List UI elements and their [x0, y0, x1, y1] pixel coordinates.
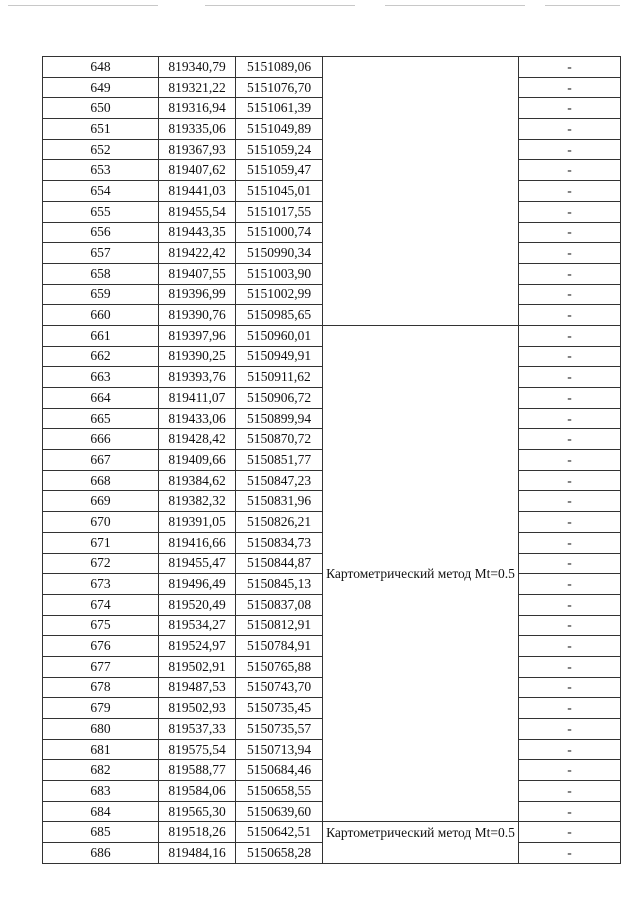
x-coordinate-cell: 819335,06 [159, 119, 236, 140]
table-row [43, 822, 621, 843]
y-coordinate-cell: 5150845,13 [236, 574, 323, 595]
x-coordinate-cell: 819496,49 [159, 574, 236, 595]
accuracy-dash-cell: - [519, 263, 621, 284]
x-coordinate-cell: 819428,42 [159, 429, 236, 450]
accuracy-dash-cell: - [519, 160, 621, 181]
point-number-cell: 672 [43, 553, 159, 574]
accuracy-dash-cell: - [519, 98, 621, 119]
x-coordinate-cell: 819584,06 [159, 781, 236, 802]
accuracy-dash-cell: - [519, 367, 621, 388]
accuracy-dash-cell: - [519, 677, 621, 698]
x-coordinate-cell: 819433,06 [159, 408, 236, 429]
y-coordinate-cell: 5150847,23 [236, 470, 323, 491]
y-coordinate-cell: 5151061,39 [236, 98, 323, 119]
y-coordinate-cell: 5150658,28 [236, 843, 323, 864]
point-number-cell: 675 [43, 615, 159, 636]
x-coordinate-cell: 819390,25 [159, 346, 236, 367]
accuracy-dash-cell: - [519, 760, 621, 781]
x-coordinate-cell: 819391,05 [159, 512, 236, 533]
x-coordinate-cell: 819393,76 [159, 367, 236, 388]
y-coordinate-cell: 5150735,45 [236, 698, 323, 719]
y-coordinate-cell: 5151049,89 [236, 119, 323, 140]
accuracy-dash-cell: - [519, 408, 621, 429]
y-coordinate-cell: 5150743,70 [236, 677, 323, 698]
x-coordinate-cell: 819411,07 [159, 388, 236, 409]
accuracy-dash-cell: - [519, 181, 621, 202]
point-number-cell: 656 [43, 222, 159, 243]
point-number-cell: 673 [43, 574, 159, 595]
accuracy-dash-cell: - [519, 739, 621, 760]
point-number-cell: 652 [43, 139, 159, 160]
x-coordinate-cell: 819484,16 [159, 843, 236, 864]
table-row [43, 325, 621, 346]
point-number-cell: 679 [43, 698, 159, 719]
y-coordinate-cell: 5150658,55 [236, 781, 323, 802]
accuracy-dash-cell: - [519, 781, 621, 802]
y-coordinate-cell: 5150990,34 [236, 243, 323, 264]
x-coordinate-cell: 819518,26 [159, 822, 236, 843]
y-coordinate-cell: 5151045,01 [236, 181, 323, 202]
point-number-cell: 684 [43, 801, 159, 822]
x-coordinate-cell: 819502,93 [159, 698, 236, 719]
point-number-cell: 676 [43, 636, 159, 657]
accuracy-dash-cell: - [519, 574, 621, 595]
x-coordinate-cell: 819565,30 [159, 801, 236, 822]
accuracy-dash-cell: - [519, 284, 621, 305]
accuracy-dash-cell: - [519, 243, 621, 264]
x-coordinate-cell: 819588,77 [159, 760, 236, 781]
point-number-cell: 662 [43, 346, 159, 367]
y-coordinate-cell: 5150826,21 [236, 512, 323, 533]
accuracy-dash-cell: - [519, 57, 621, 78]
x-coordinate-cell: 819441,03 [159, 181, 236, 202]
x-coordinate-cell: 819534,27 [159, 615, 236, 636]
point-number-cell: 663 [43, 367, 159, 388]
y-coordinate-cell: 5151076,70 [236, 77, 323, 98]
y-coordinate-cell: 5150831,96 [236, 491, 323, 512]
y-coordinate-cell: 5150784,91 [236, 636, 323, 657]
point-number-cell: 670 [43, 512, 159, 533]
x-coordinate-cell: 819316,94 [159, 98, 236, 119]
accuracy-dash-cell: - [519, 615, 621, 636]
x-coordinate-cell: 819407,55 [159, 263, 236, 284]
page-top-rule-3 [385, 5, 525, 6]
point-number-cell: 666 [43, 429, 159, 450]
y-coordinate-cell: 5150639,60 [236, 801, 323, 822]
point-number-cell: 668 [43, 470, 159, 491]
page-top-rule-4 [545, 5, 620, 6]
accuracy-dash-cell: - [519, 532, 621, 553]
point-number-cell: 653 [43, 160, 159, 181]
point-number-cell: 677 [43, 656, 159, 677]
point-number-cell: 678 [43, 677, 159, 698]
point-number-cell: 664 [43, 388, 159, 409]
accuracy-dash-cell: - [519, 77, 621, 98]
point-number-cell: 660 [43, 305, 159, 326]
x-coordinate-cell: 819390,76 [159, 305, 236, 326]
accuracy-dash-cell: - [519, 594, 621, 615]
y-coordinate-cell: 5150834,73 [236, 532, 323, 553]
x-coordinate-cell: 819455,47 [159, 553, 236, 574]
y-coordinate-cell: 5150765,88 [236, 656, 323, 677]
accuracy-dash-cell: - [519, 346, 621, 367]
point-number-cell: 665 [43, 408, 159, 429]
x-coordinate-cell: 819407,62 [159, 160, 236, 181]
point-number-cell: 669 [43, 491, 159, 512]
point-number-cell: 649 [43, 77, 159, 98]
y-coordinate-cell: 5150911,62 [236, 367, 323, 388]
accuracy-dash-cell: - [519, 512, 621, 533]
coordinates-table [42, 56, 621, 864]
y-coordinate-cell: 5150684,46 [236, 760, 323, 781]
x-coordinate-cell: 819537,33 [159, 719, 236, 740]
x-coordinate-cell: 819382,32 [159, 491, 236, 512]
y-coordinate-cell: 5150870,72 [236, 429, 323, 450]
coordinates-table-body [43, 57, 621, 864]
method-cell [323, 57, 519, 326]
accuracy-dash-cell: - [519, 119, 621, 140]
x-coordinate-cell: 819422,42 [159, 243, 236, 264]
page-top-rule-1 [8, 5, 158, 6]
accuracy-dash-cell: - [519, 388, 621, 409]
x-coordinate-cell: 819409,66 [159, 450, 236, 471]
y-coordinate-cell: 5151089,06 [236, 57, 323, 78]
x-coordinate-cell: 819443,35 [159, 222, 236, 243]
x-coordinate-cell: 819524,97 [159, 636, 236, 657]
point-number-cell: 650 [43, 98, 159, 119]
accuracy-dash-cell: - [519, 553, 621, 574]
point-number-cell: 667 [43, 450, 159, 471]
y-coordinate-cell: 5150851,77 [236, 450, 323, 471]
point-number-cell: 651 [43, 119, 159, 140]
accuracy-dash-cell: - [519, 822, 621, 843]
x-coordinate-cell: 819367,93 [159, 139, 236, 160]
y-coordinate-cell: 5150642,51 [236, 822, 323, 843]
table-row [43, 57, 621, 78]
y-coordinate-cell: 5151059,24 [236, 139, 323, 160]
y-coordinate-cell: 5150906,72 [236, 388, 323, 409]
accuracy-dash-cell: - [519, 801, 621, 822]
y-coordinate-cell: 5151002,99 [236, 284, 323, 305]
point-number-cell: 674 [43, 594, 159, 615]
point-number-cell: 685 [43, 822, 159, 843]
page-top-rule-2 [205, 5, 355, 6]
accuracy-dash-cell: - [519, 201, 621, 222]
point-number-cell: 681 [43, 739, 159, 760]
accuracy-dash-cell: - [519, 450, 621, 471]
accuracy-dash-cell: - [519, 636, 621, 657]
point-number-cell: 683 [43, 781, 159, 802]
accuracy-dash-cell: - [519, 139, 621, 160]
accuracy-dash-cell: - [519, 222, 621, 243]
y-coordinate-cell: 5150949,91 [236, 346, 323, 367]
accuracy-dash-cell: - [519, 325, 621, 346]
x-coordinate-cell: 819384,62 [159, 470, 236, 491]
y-coordinate-cell: 5150844,87 [236, 553, 323, 574]
accuracy-dash-cell: - [519, 719, 621, 740]
x-coordinate-cell: 819502,91 [159, 656, 236, 677]
y-coordinate-cell: 5150837,08 [236, 594, 323, 615]
x-coordinate-cell: 819321,22 [159, 77, 236, 98]
x-coordinate-cell: 819520,49 [159, 594, 236, 615]
y-coordinate-cell: 5150985,65 [236, 305, 323, 326]
y-coordinate-cell: 5150713,94 [236, 739, 323, 760]
point-number-cell: 671 [43, 532, 159, 553]
y-coordinate-cell: 5150812,91 [236, 615, 323, 636]
method-cell: Картометрический метод Mt=0.5 [323, 325, 519, 822]
point-number-cell: 657 [43, 243, 159, 264]
y-coordinate-cell: 5151059,47 [236, 160, 323, 181]
accuracy-dash-cell: - [519, 656, 621, 677]
accuracy-dash-cell: - [519, 305, 621, 326]
y-coordinate-cell: 5150899,94 [236, 408, 323, 429]
accuracy-dash-cell: - [519, 491, 621, 512]
method-cell: Картометрический метод Mt=0.5 [323, 822, 519, 863]
point-number-cell: 686 [43, 843, 159, 864]
x-coordinate-cell: 819396,99 [159, 284, 236, 305]
x-coordinate-cell: 819575,54 [159, 739, 236, 760]
y-coordinate-cell: 5151017,55 [236, 201, 323, 222]
point-number-cell: 658 [43, 263, 159, 284]
point-number-cell: 682 [43, 760, 159, 781]
point-number-cell: 648 [43, 57, 159, 78]
x-coordinate-cell: 819487,53 [159, 677, 236, 698]
accuracy-dash-cell: - [519, 470, 621, 491]
x-coordinate-cell: 819397,96 [159, 325, 236, 346]
point-number-cell: 659 [43, 284, 159, 305]
y-coordinate-cell: 5150735,57 [236, 719, 323, 740]
point-number-cell: 654 [43, 181, 159, 202]
y-coordinate-cell: 5151000,74 [236, 222, 323, 243]
point-number-cell: 661 [43, 325, 159, 346]
x-coordinate-cell: 819455,54 [159, 201, 236, 222]
y-coordinate-cell: 5151003,90 [236, 263, 323, 284]
accuracy-dash-cell: - [519, 429, 621, 450]
accuracy-dash-cell: - [519, 698, 621, 719]
x-coordinate-cell: 819416,66 [159, 532, 236, 553]
accuracy-dash-cell: - [519, 843, 621, 864]
x-coordinate-cell: 819340,79 [159, 57, 236, 78]
point-number-cell: 680 [43, 719, 159, 740]
point-number-cell: 655 [43, 201, 159, 222]
y-coordinate-cell: 5150960,01 [236, 325, 323, 346]
